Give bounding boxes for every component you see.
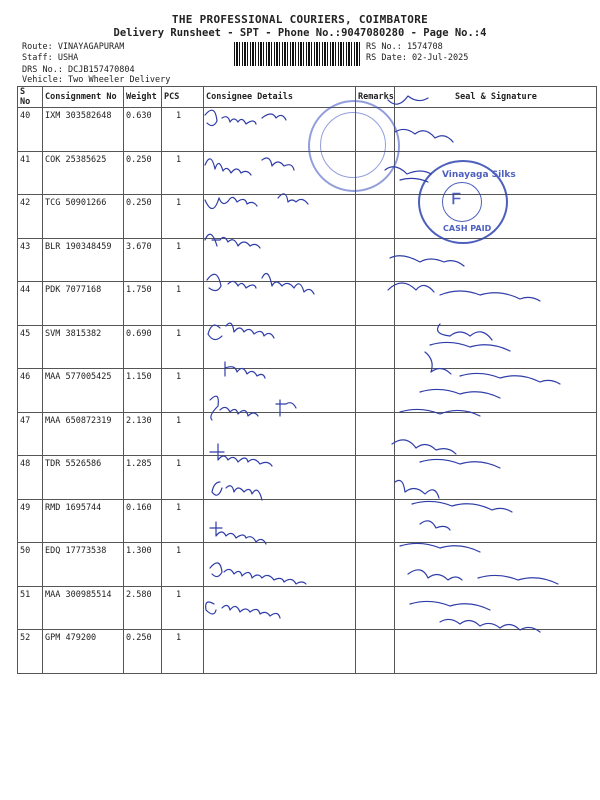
consignment-cell: MAA 650872319 — [43, 412, 124, 456]
table-row — [18, 412, 597, 456]
header-consignee: Consignee Details — [204, 87, 356, 108]
table-row — [18, 630, 597, 674]
header-seal: Seal & Signature — [395, 87, 597, 108]
seal-signature-cell — [395, 238, 597, 282]
consignee-cell — [204, 586, 356, 630]
weight-cell: 0.160 — [124, 499, 162, 543]
weight-cell: 1.150 — [124, 369, 162, 413]
table-row — [18, 108, 597, 152]
remarks-cell — [356, 630, 395, 674]
sno-cell: 52 — [18, 630, 43, 674]
pcs-cell: 1 — [162, 369, 204, 413]
sno-cell: 50 — [18, 543, 43, 587]
staff-label: Staff: USHA — [22, 53, 79, 63]
table-row — [18, 325, 597, 369]
sno-cell: 43 — [18, 238, 43, 282]
weight-cell: 1.750 — [124, 282, 162, 326]
sno-cell: 48 — [18, 456, 43, 500]
header-pcs: PCS — [162, 87, 204, 108]
weight-cell: 0.630 — [124, 108, 162, 152]
stamp-bottom-text: CASH PAID — [443, 224, 492, 233]
consignment-cell: MAA 300985514 — [43, 586, 124, 630]
pcs-cell: 1 — [162, 238, 204, 282]
header-remarks: Remarks — [356, 87, 395, 108]
consignee-cell — [204, 238, 356, 282]
remarks-cell — [356, 195, 395, 239]
consignee-cell — [204, 369, 356, 413]
consignee-cell — [204, 456, 356, 500]
consignment-cell: RMD 1695744 — [43, 499, 124, 543]
seal-signature-cell — [395, 630, 597, 674]
document-subtitle: Delivery Runsheet - SPT - Phone No.:9047080280 - Page No.:4 — [113, 27, 487, 39]
pcs-cell: 1 — [162, 195, 204, 239]
weight-cell: 2.580 — [124, 586, 162, 630]
pcs-cell: 1 — [162, 543, 204, 587]
consignment-cell: SVM 3815382 — [43, 325, 124, 369]
rs-date: RS Date: 02-Jul-2025 — [366, 53, 469, 63]
cash-paid-stamp — [418, 160, 516, 244]
remarks-cell — [356, 499, 395, 543]
pcs-cell: 1 — [162, 108, 204, 152]
pcs-cell: 1 — [162, 456, 204, 500]
remarks-cell — [356, 238, 395, 282]
remarks-cell — [356, 282, 395, 326]
seal-signature-cell — [395, 543, 597, 587]
table-row — [18, 456, 597, 500]
consignment-cell: GPM 479200 — [43, 630, 124, 674]
sno-cell: 51 — [18, 586, 43, 630]
pcs-cell: 1 — [162, 586, 204, 630]
sno-cell: 45 — [18, 325, 43, 369]
consignee-cell — [204, 543, 356, 587]
sno-cell: 46 — [18, 369, 43, 413]
consignment-cell: MAA 577005425 — [43, 369, 124, 413]
weight-cell: 2.130 — [124, 412, 162, 456]
consignee-cell — [204, 195, 356, 239]
pcs-cell: 1 — [162, 151, 204, 195]
seal-signature-cell — [395, 412, 597, 456]
weight-cell: 1.285 — [124, 456, 162, 500]
seal-signature-cell — [395, 499, 597, 543]
pcs-cell: 1 — [162, 325, 204, 369]
header-sno: S No — [18, 87, 43, 108]
sno-cell: 40 — [18, 108, 43, 152]
seal-signature-cell — [395, 108, 597, 152]
remarks-cell — [356, 543, 395, 587]
table-row — [18, 282, 597, 326]
consignment-cell: EDQ 17773538 — [43, 543, 124, 587]
pcs-cell: 1 — [162, 630, 204, 674]
sno-cell: 47 — [18, 412, 43, 456]
pcs-cell: 1 — [162, 282, 204, 326]
seal-signature-cell — [395, 282, 597, 326]
weight-cell: 3.670 — [124, 238, 162, 282]
weight-cell: 1.300 — [124, 543, 162, 587]
table-row — [18, 195, 597, 239]
seal-signature-cell — [395, 586, 597, 630]
seal-signature-cell — [395, 456, 597, 500]
consignment-cell: COK 25385625 — [43, 151, 124, 195]
barcode — [234, 42, 360, 66]
weight-cell: 0.250 — [124, 151, 162, 195]
route-label: Route: VINAYAGAPURAM — [22, 42, 125, 52]
consignment-cell: TCG 50901266 — [43, 195, 124, 239]
header-weight: Weight — [124, 87, 162, 108]
remarks-cell — [356, 325, 395, 369]
consignee-cell — [204, 412, 356, 456]
weight-cell: 0.690 — [124, 325, 162, 369]
sno-cell: 44 — [18, 282, 43, 326]
rs-number: RS No.: 1574708 — [366, 42, 443, 52]
stamp-top-text: Vinayaga Silks — [442, 170, 516, 180]
drs-number: DRS No.: DCJB157470804 — [22, 65, 135, 75]
header-consignment: Consignment No — [43, 87, 124, 108]
seal-signature-cell — [395, 325, 597, 369]
remarks-cell — [356, 586, 395, 630]
table-row — [18, 369, 597, 413]
vehicle-label: Vehicle: Two Wheeler Delivery — [22, 75, 171, 85]
consignee-cell — [204, 325, 356, 369]
remarks-cell — [356, 369, 395, 413]
consignment-cell: BLR 190348459 — [43, 238, 124, 282]
consignment-cell: PDK 7077168 — [43, 282, 124, 326]
sno-cell: 42 — [18, 195, 43, 239]
remarks-cell — [356, 456, 395, 500]
table-row — [18, 238, 597, 282]
pcs-cell: 1 — [162, 499, 204, 543]
table-row — [18, 499, 597, 543]
courier-stamp — [308, 100, 400, 192]
consignee-cell — [204, 282, 356, 326]
consignee-cell — [204, 499, 356, 543]
table-row — [18, 586, 597, 630]
table-row — [18, 543, 597, 587]
remarks-cell — [356, 412, 395, 456]
sno-cell: 49 — [18, 499, 43, 543]
stamp-logo-icon: ᖴ — [452, 190, 461, 208]
weight-cell: 0.250 — [124, 630, 162, 674]
seal-signature-cell — [395, 369, 597, 413]
consignee-cell — [204, 630, 356, 674]
pcs-cell: 1 — [162, 412, 204, 456]
sno-cell: 41 — [18, 151, 43, 195]
weight-cell: 0.250 — [124, 195, 162, 239]
consignment-cell: TDR 5526586 — [43, 456, 124, 500]
consignment-cell: IXM 303582648 — [43, 108, 124, 152]
table-header-row — [18, 87, 597, 108]
document-title: THE PROFESSIONAL COURIERS, COIMBATORE — [171, 13, 429, 26]
